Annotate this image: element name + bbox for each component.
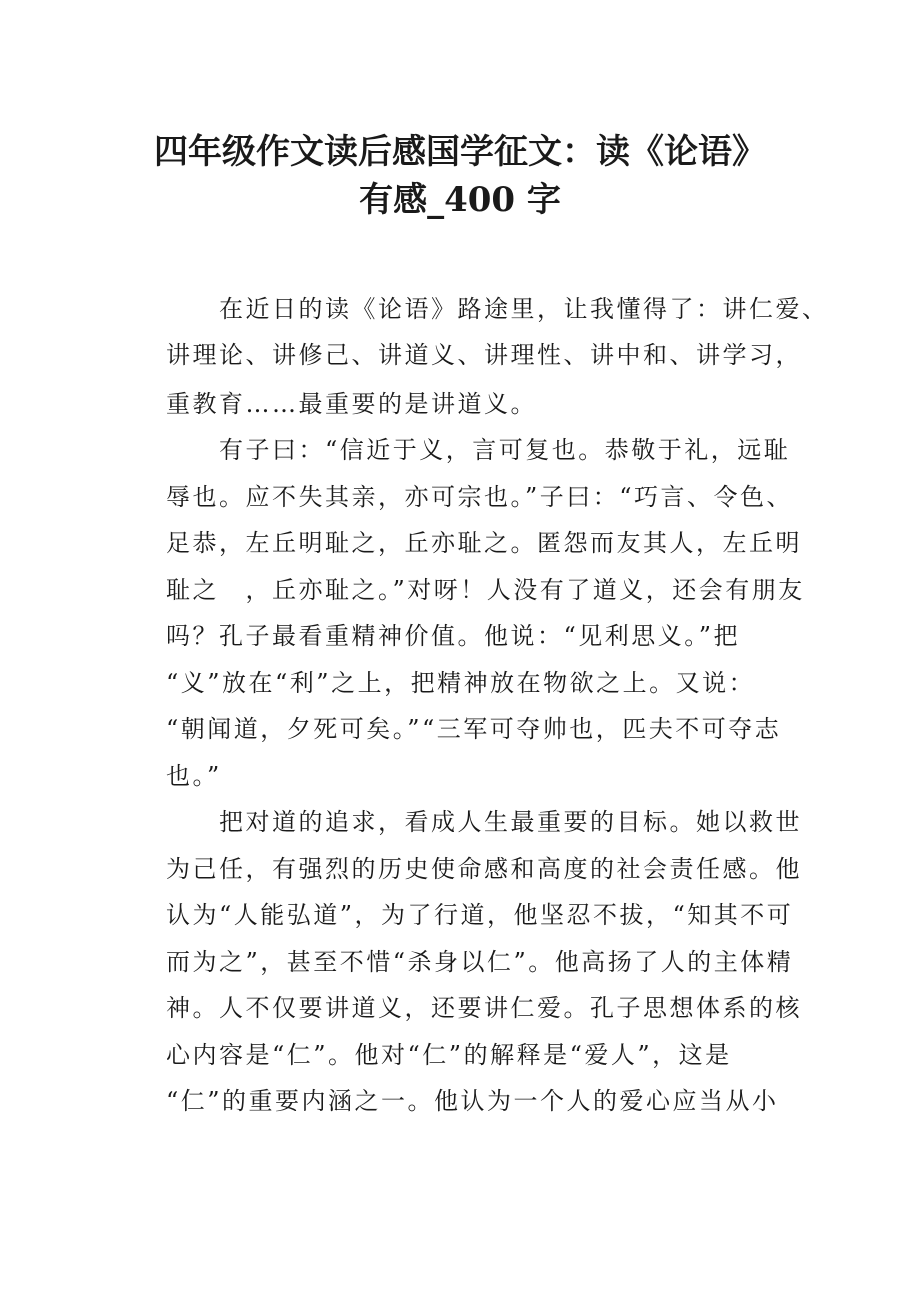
paragraph-line: 为己任，有强烈的历史使命感和高度的社会责任感。他 xyxy=(166,855,802,883)
paragraph-line: 把对道的追求，看成人生最重要的目标。她以救世 xyxy=(166,808,802,836)
paragraph-line: 耻之 ，丘亦耻之。”对呀！人没有了道义，还会有朋友 xyxy=(166,576,805,604)
paragraph-line: 讲理论、讲修己、讲道义、讲理性、讲中和、讲学习， xyxy=(166,341,802,369)
paragraph-line: 有子曰：“信近于义，言可复也。恭敬于礼，远耻 xyxy=(166,436,791,464)
paragraph-line: 也。” xyxy=(166,762,222,790)
paragraph-line: “朝闻道，夕死可矣。”“三军可夺帅也，匹夫不可夺志 xyxy=(166,715,782,743)
paragraph-line: “义”放在“利”之上，把精神放在物欲之上。又说： xyxy=(166,669,756,697)
paragraph-line: 认为“人能弘道”，为了行道，他坚忍不拔，“知其不可 xyxy=(166,901,794,929)
paragraph-line: 重教育……最重要的是讲道义。 xyxy=(166,390,537,418)
paragraph-line: 神。人不仅要讲道义，还要讲仁爱。孔子思想体系的核 xyxy=(166,994,802,1022)
document-title-line-2: 有感_400 字 xyxy=(359,180,561,220)
document-title-line-1: 四年级作文读后感国学征文：读《论语》 xyxy=(154,132,766,172)
paragraph-line: 足恭，左丘明耻之，丘亦耻之。匿怨而友其人，左丘明 xyxy=(166,529,802,557)
paragraph-line: 而为之”，甚至不惜“杀身以仁”。他高扬了人的主体精 xyxy=(166,948,794,976)
paragraph-line: 辱也。应不失其亲，亦可宗也。”子曰：“巧言、令色、 xyxy=(166,483,794,511)
paragraph-line: “仁”的重要内涵之一。他认为一个人的爱心应当从小 xyxy=(166,1087,779,1115)
paragraph-line: 吗？孔子最看重精神价值。他说：“见利思义。”把 xyxy=(166,622,741,650)
paragraph-line: 在近日的读《论语》路途里，让我懂得了：讲仁爱、 xyxy=(166,295,829,323)
paragraph-line: 心内容是“仁”。他对“仁”的解释是“爱人”，这是 xyxy=(166,1041,732,1069)
